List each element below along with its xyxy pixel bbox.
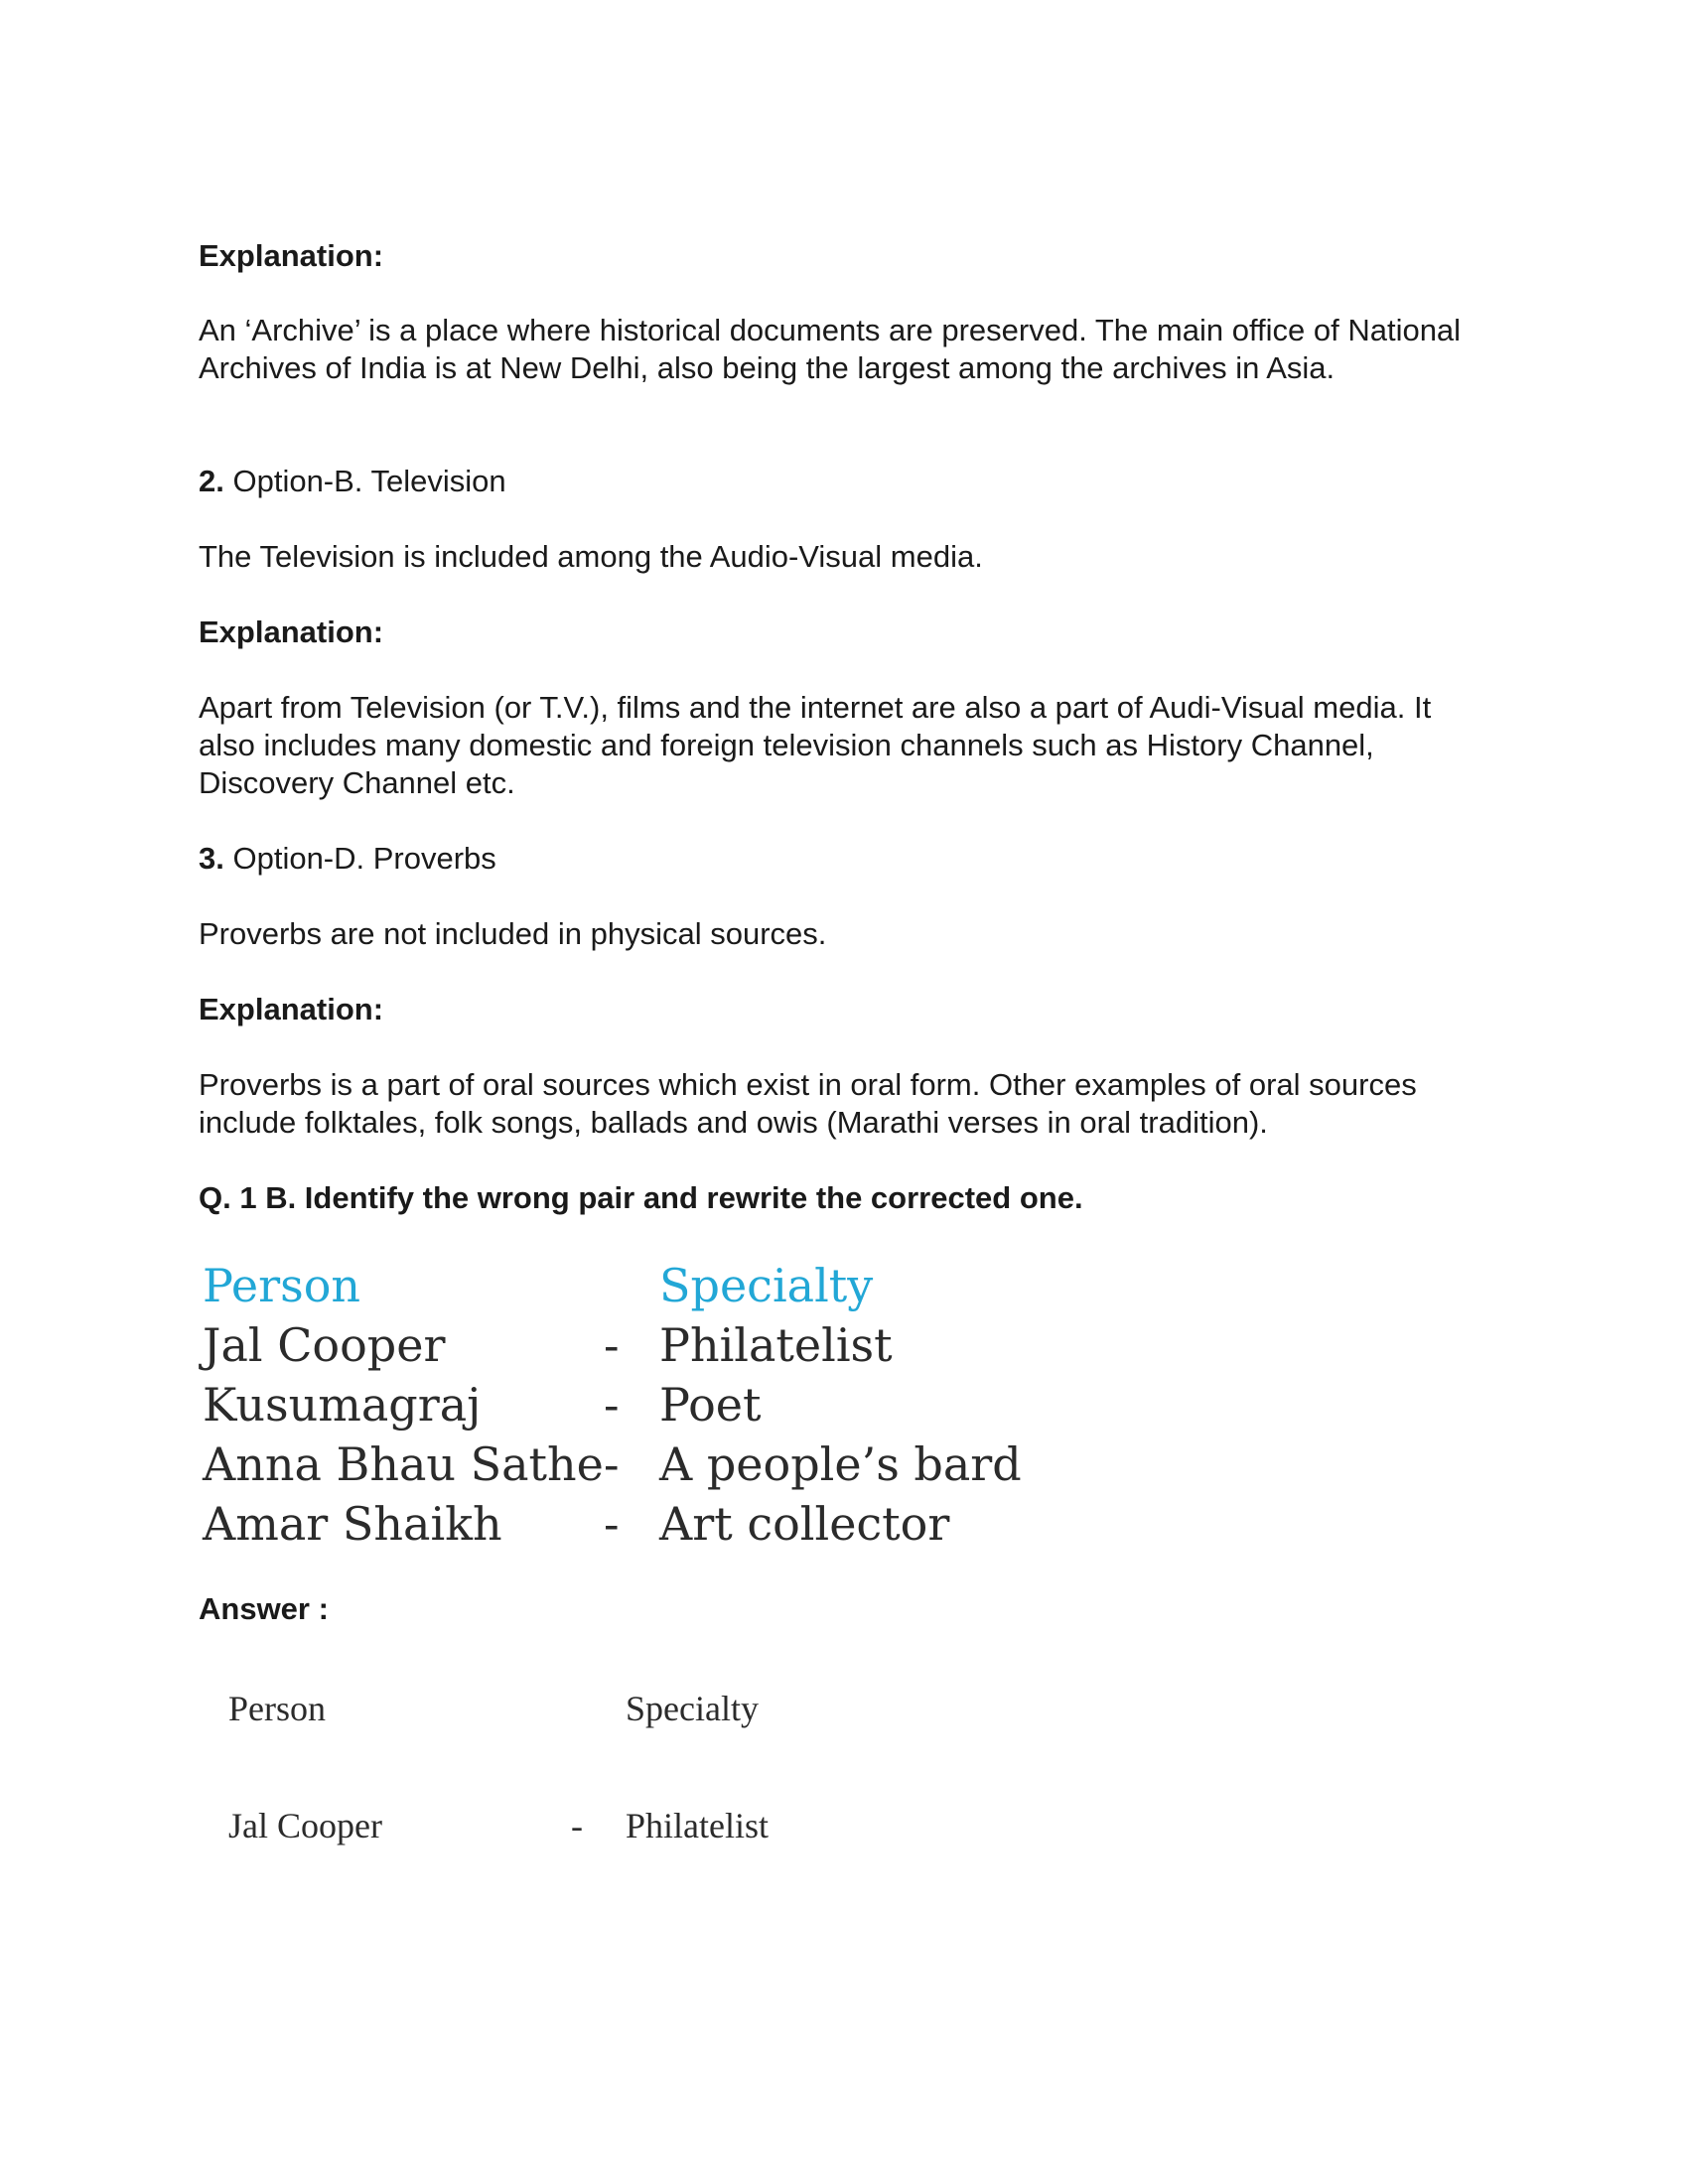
answer-2 bbox=[199, 463, 1489, 500]
header-specialty: Specialty bbox=[659, 1259, 874, 1312]
answer-2-text: Option-B. Television bbox=[223, 464, 506, 498]
explanation-heading-1: Explanation: bbox=[199, 238, 384, 273]
television-explanation: Apart from Television (or T.V.), films and the internet are also a part of Audi-Visual media. It also includes many domestic and foreign television channels such as History Channel, Discovery Channel etc. bbox=[199, 690, 1432, 800]
person-cell: Amar Shaikh bbox=[203, 1497, 502, 1551]
answer-header-person: Person bbox=[228, 1689, 326, 1728]
answer-person-cell: Jal Cooper bbox=[228, 1806, 382, 1845]
answer-specialty-cell: Philatelist bbox=[626, 1806, 769, 1845]
dash-cell: - bbox=[604, 1437, 620, 1491]
specialty-cell: Philatelist bbox=[659, 1318, 893, 1372]
answer-2-number: 2. bbox=[199, 464, 224, 498]
explanation-heading-2: Explanation: bbox=[199, 614, 384, 649]
proverbs-explanation: Proverbs is a part of oral sources which exist in oral form. Other examples of oral sources include folktales, folk songs, ballads and owis (Marathi verses in oral tradition). bbox=[199, 1067, 1417, 1140]
dash-cell: - bbox=[604, 1318, 620, 1372]
answer-3-number: 3. bbox=[199, 841, 224, 876]
answer-dash-cell: - bbox=[571, 1806, 583, 1845]
specialty-cell: Poet bbox=[659, 1378, 762, 1432]
person-cell: Jal Cooper bbox=[203, 1318, 446, 1372]
person-cell: Anna Bhau Sathe bbox=[203, 1437, 604, 1491]
dash-cell: - bbox=[604, 1497, 620, 1551]
answer-3 bbox=[199, 840, 1489, 878]
specialty-cell: A people’s bard bbox=[659, 1437, 1022, 1491]
question-1b: Q. 1 B. Identify the wrong pair and rewrite the corrected one. bbox=[199, 1180, 1083, 1215]
person-cell: Kusumagraj bbox=[203, 1378, 482, 1432]
archive-explanation: An ‘Archive’ is a place where historical documents are preserved. The main office of National Archives of India is at New Delhi, also being the largest among the archives in Asia. bbox=[199, 313, 1462, 385]
dash-cell: - bbox=[604, 1378, 620, 1432]
answer-3-text: Option-D. Proverbs bbox=[223, 841, 496, 876]
header-person: Person bbox=[203, 1259, 361, 1312]
explanation-heading-3: Explanation: bbox=[199, 992, 384, 1026]
proverbs-statement: Proverbs are not included in physical sources. bbox=[199, 916, 827, 951]
answer-header-specialty: Specialty bbox=[626, 1689, 759, 1728]
specialty-cell: Art collector bbox=[659, 1497, 950, 1551]
television-statement: The Television is included among the Audio-Visual media. bbox=[199, 539, 983, 574]
answer-label: Answer : bbox=[199, 1591, 329, 1626]
